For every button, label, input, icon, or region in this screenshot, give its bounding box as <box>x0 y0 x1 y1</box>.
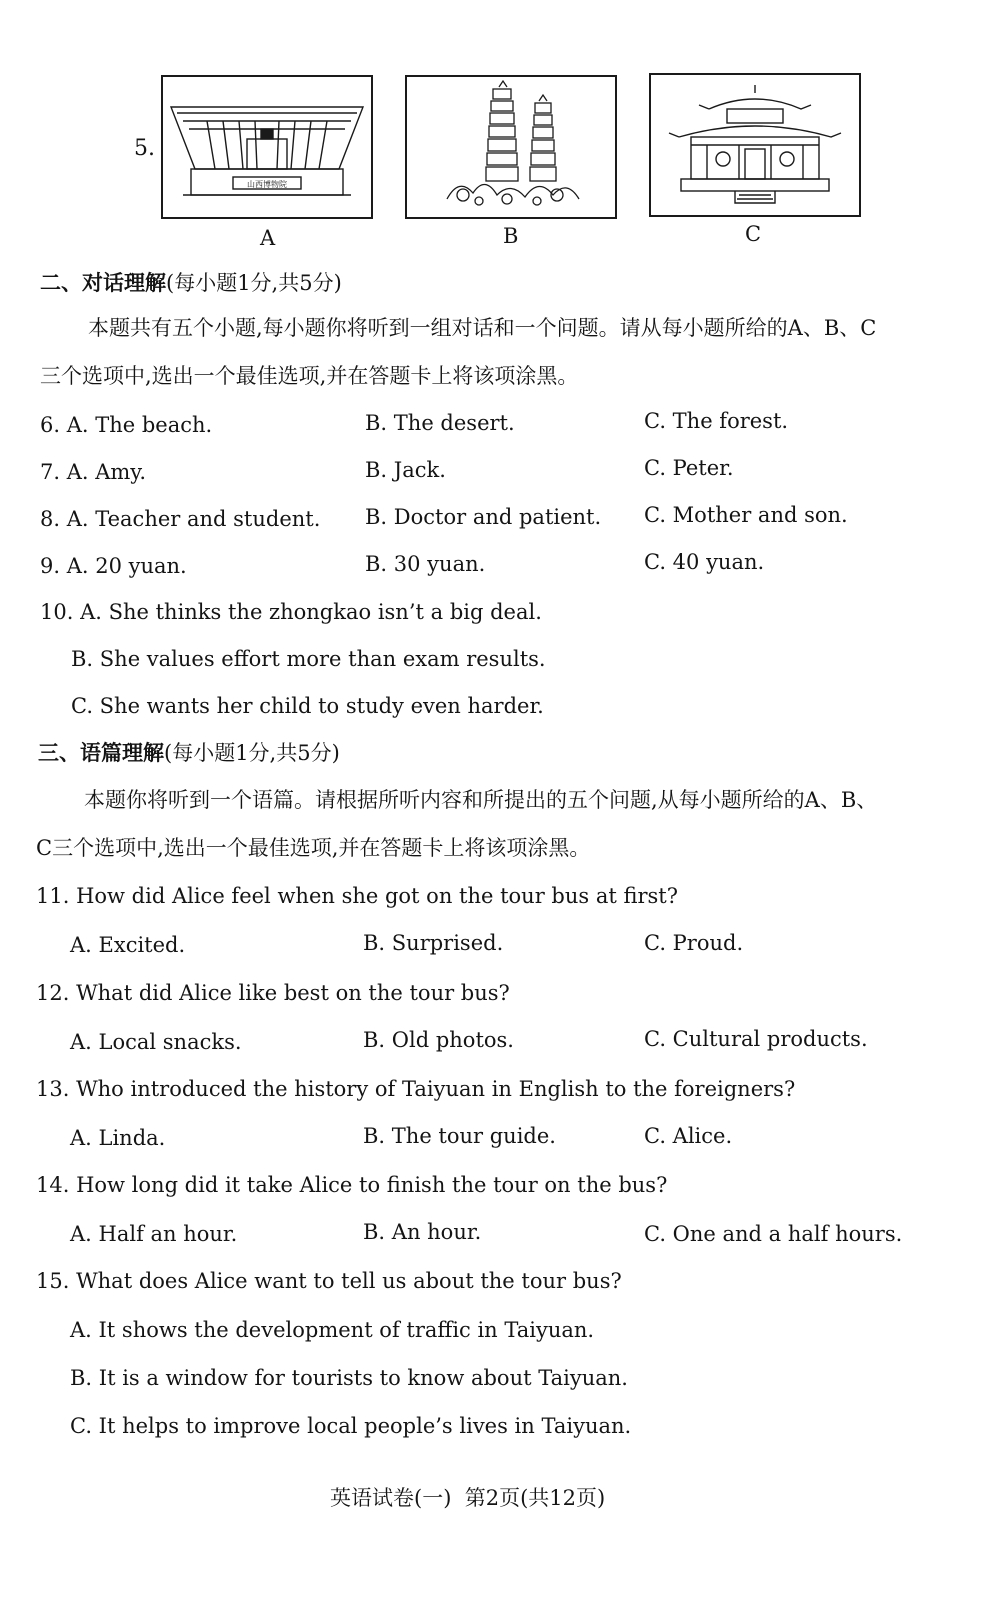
museum-caption: 山西博物院 <box>247 180 287 189</box>
section-3-intro-line2: C三个选项中,选出一个最佳选项,并在答题卡上将该项涂黑。 <box>36 836 591 860</box>
q11-option-c: C. Proud. <box>644 931 744 955</box>
q11-stem: 11. How did Alice feel when she got on the tour bus at first? <box>36 884 678 908</box>
page-footer: 英语试卷(一) 第2页(共12页) <box>330 1486 606 1510</box>
option-a-label: A <box>260 226 276 250</box>
section-3-title: 三、语篇理解 <box>38 740 164 765</box>
section-2-heading <box>40 269 342 297</box>
q12-option-a: A. Local snacks. <box>70 1030 242 1054</box>
q12-option-b: B. Old photos. <box>363 1028 514 1052</box>
option-c-label: C <box>745 222 762 246</box>
q7-option-a: 7. A. Amy. <box>40 460 147 484</box>
q8-option-c: C. Mother and son. <box>644 503 848 527</box>
q10-option-a: 10. A. She thinks the zhongkao isn’t a big deal. <box>40 600 542 624</box>
museum-building-icon <box>163 77 371 217</box>
question-5-number: 5. <box>134 136 155 161</box>
q7-option-b: B. Jack. <box>365 458 446 482</box>
q9-option-b: B. 30 yuan. <box>365 552 486 576</box>
q10-option-c: C. She wants her child to study even harder. <box>71 694 544 718</box>
section-2-scoring: (每小题1分,共5分) <box>166 271 342 295</box>
q15-stem: 15. What does Alice want to tell us about the tour bus? <box>36 1269 622 1293</box>
q12-option-c: C. Cultural products. <box>644 1027 868 1051</box>
q11-option-a: A. Excited. <box>70 933 186 957</box>
q14-option-b: B. An hour. <box>363 1220 482 1244</box>
q14-stem: 14. How long did it take Alice to finish the tour on the bus? <box>36 1173 668 1197</box>
q9-option-c: C. 40 yuan. <box>644 550 765 574</box>
q11-option-b: B. Surprised. <box>363 931 504 955</box>
q12-stem: 12. What did Alice like best on the tour bus? <box>36 981 510 1005</box>
twin-pagodas-icon <box>407 77 615 217</box>
section-3-scoring: (每小题1分,共5分) <box>164 741 340 765</box>
option-b-picture <box>405 75 617 219</box>
q15-option-c: C. It helps to improve local people’s lives in Taiyuan. <box>70 1414 632 1438</box>
section-3-intro-line1: 本题你将听到一个语篇。请根据所听内容和所提出的五个问题,从每小题所给的A、B、 <box>84 788 878 812</box>
option-a-picture <box>161 75 373 219</box>
q13-option-a: A. Linda. <box>70 1126 166 1150</box>
q6-option-a: 6. A. The beach. <box>40 413 213 437</box>
q14-option-a: A. Half an hour. <box>70 1222 238 1246</box>
section-3-heading <box>38 739 340 767</box>
q7-option-c: C. Peter. <box>644 456 734 480</box>
q8-option-a: 8. A. Teacher and student. <box>40 507 321 531</box>
q15-option-b: B. It is a window for tourists to know about Taiyuan. <box>70 1366 628 1390</box>
q13-stem: 13. Who introduced the history of Taiyuan in English to the foreigners? <box>36 1077 796 1101</box>
q14-option-c: C. One and a half hours. <box>644 1222 903 1246</box>
q6-option-c: C. The forest. <box>644 409 789 433</box>
q6-option-b: B. The desert. <box>365 411 515 435</box>
temple-hall-icon <box>651 75 859 215</box>
option-b-label: B <box>503 224 519 248</box>
q9-option-a: 9. A. 20 yuan. <box>40 554 187 578</box>
option-c-picture <box>649 73 861 217</box>
q10-option-b: B. She values effort more than exam results. <box>71 647 546 671</box>
q8-option-b: B. Doctor and patient. <box>365 505 602 529</box>
section-2-intro-line1: 本题共有五个小题,每小题你将听到一组对话和一个问题。请从每小题所给的A、B、C <box>88 316 877 340</box>
section-2-intro-line2: 三个选项中,选出一个最佳选项,并在答题卡上将该项涂黑。 <box>40 364 579 388</box>
q13-option-c: C. Alice. <box>644 1124 733 1148</box>
q13-option-b: B. The tour guide. <box>363 1124 556 1148</box>
section-2-title: 二、对话理解 <box>40 270 166 295</box>
q15-option-a: A. It shows the development of traffic in Taiyuan. <box>70 1318 595 1342</box>
